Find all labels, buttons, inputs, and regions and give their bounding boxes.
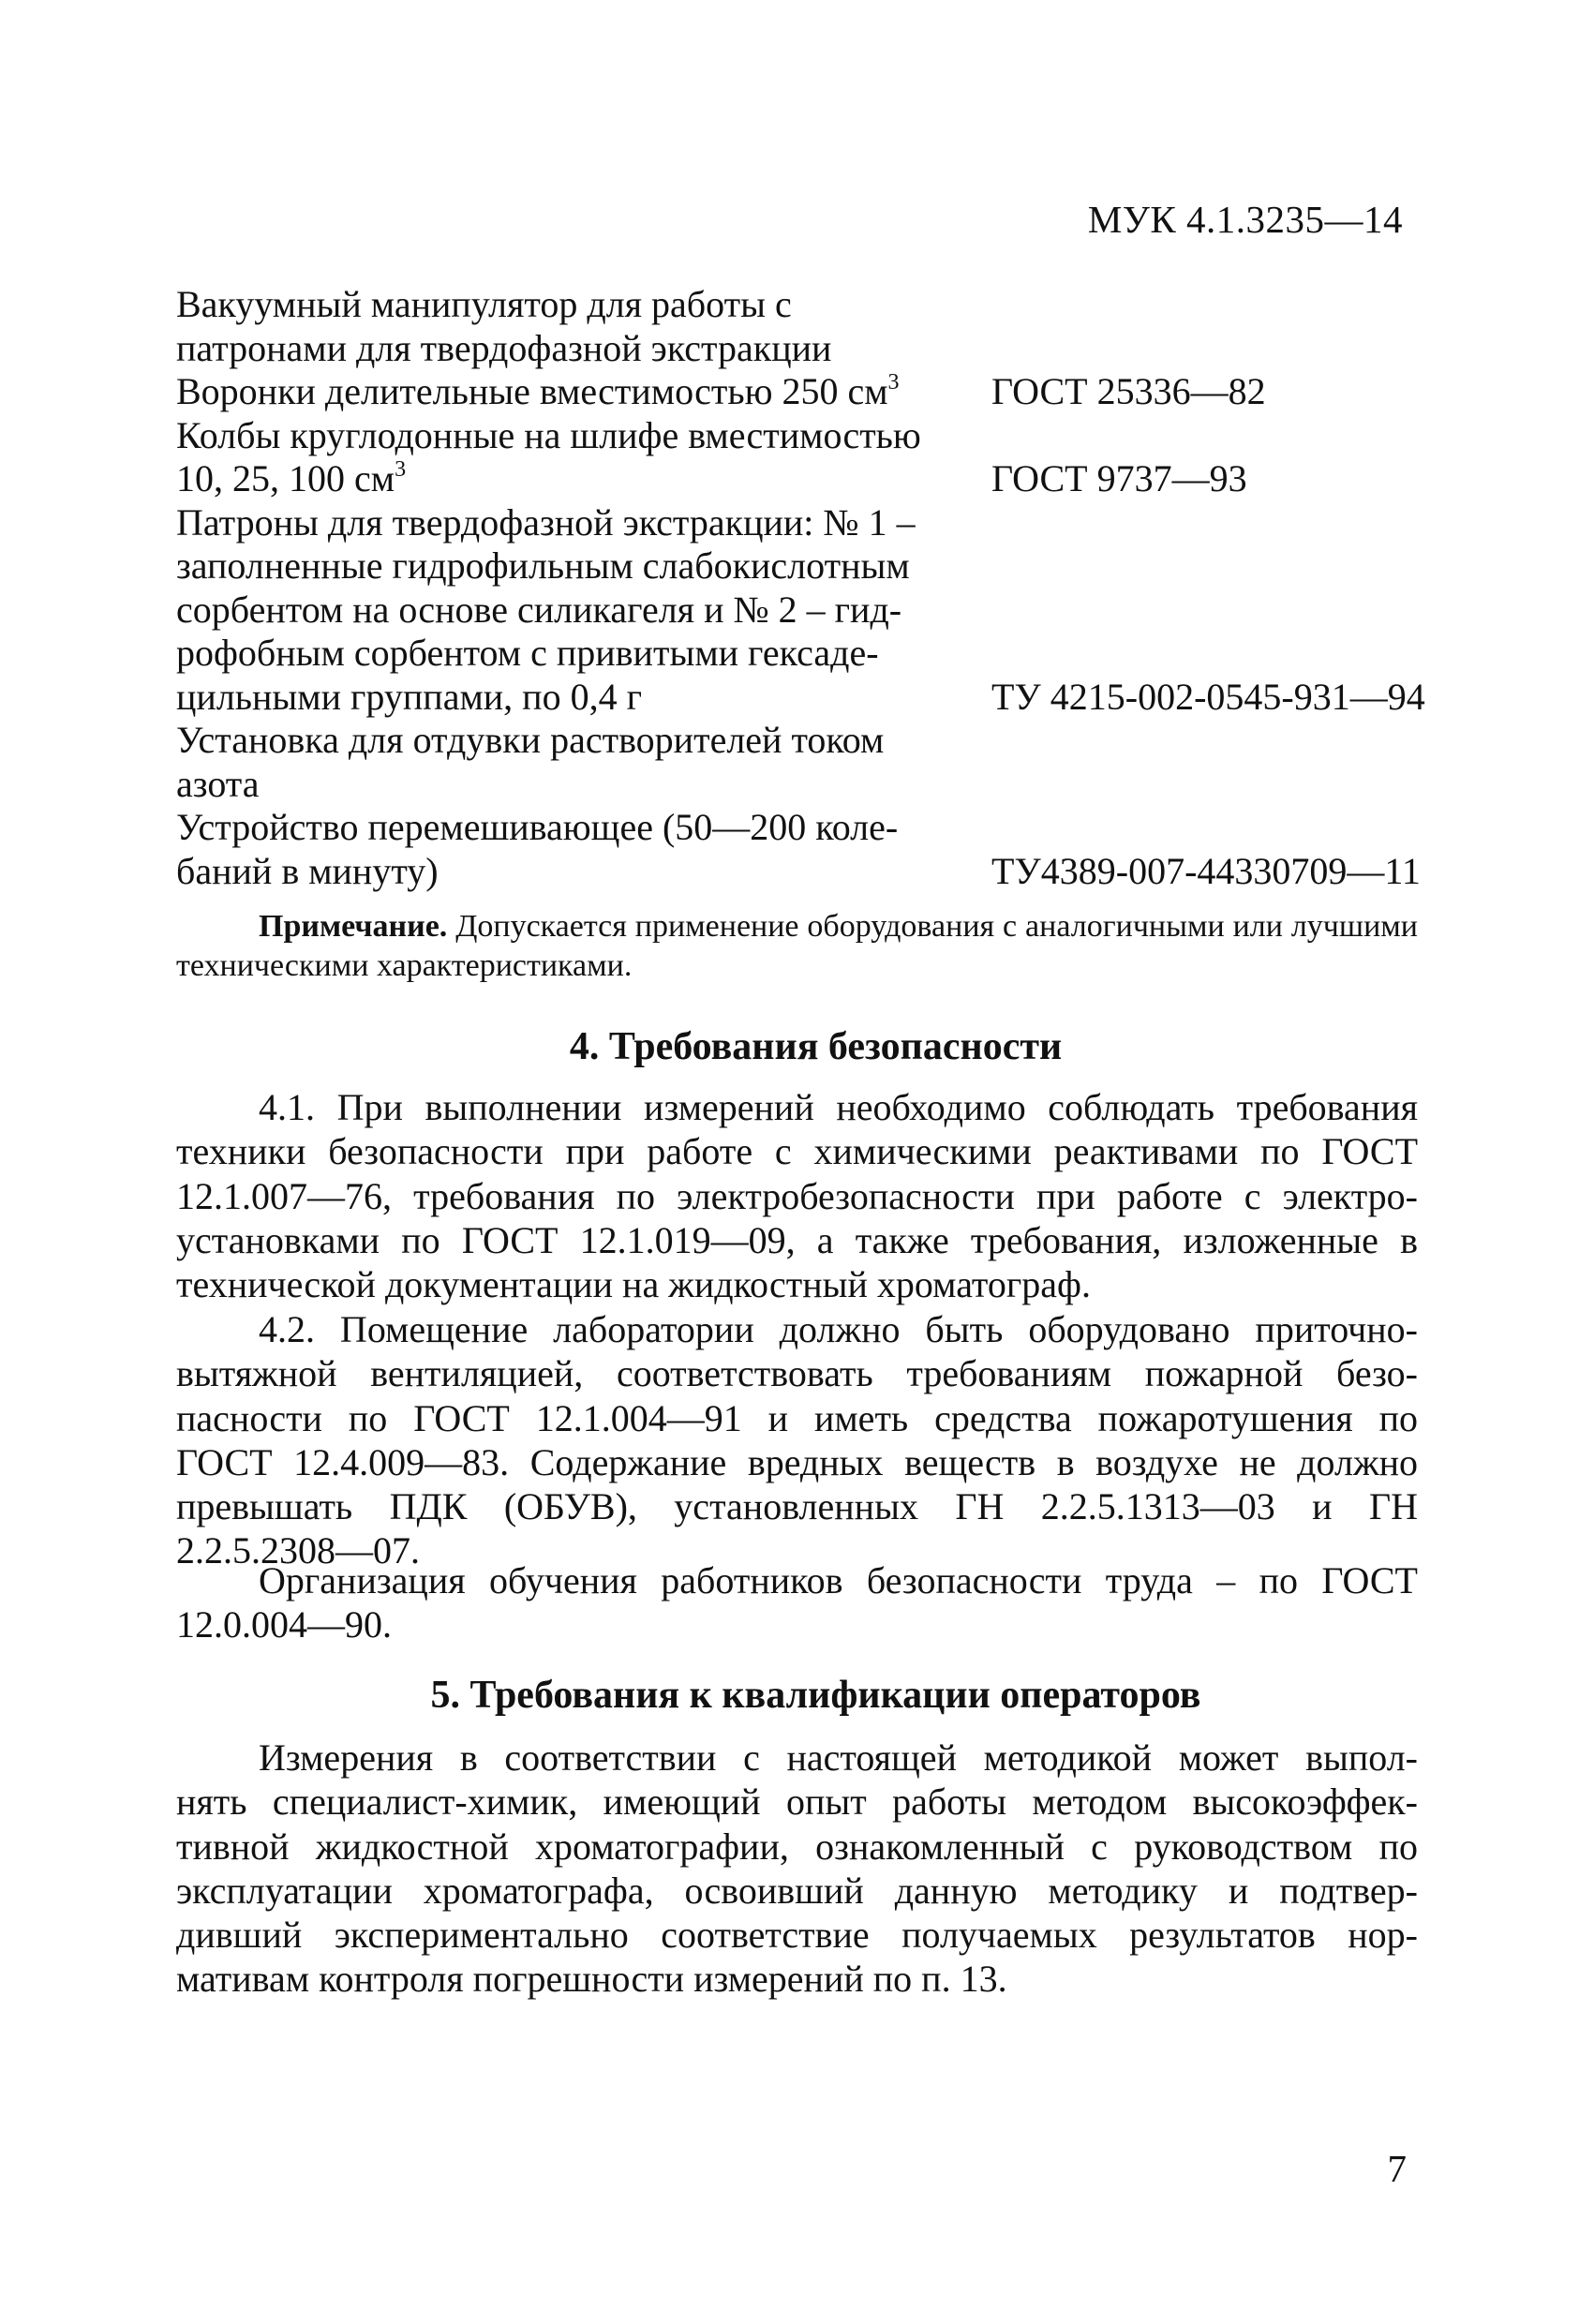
equipment-standard: ТУ 4215-002-0545-931—94 bbox=[991, 675, 1425, 718]
equipment-item bbox=[176, 283, 1451, 370]
equipment-standard: ГОСТ 25336—82 bbox=[991, 370, 1266, 412]
equipment-line: патронами для твердофазной экстракции bbox=[176, 326, 832, 369]
equipment-line: заполненные гидрофильным слабокислотным bbox=[176, 544, 910, 587]
equipment-item bbox=[176, 806, 1451, 893]
equipment-line: баний в минуту) bbox=[176, 849, 439, 892]
document-code: МУК 4.1.3235—14 bbox=[1087, 198, 1403, 241]
section-4-heading: 4. Требования безопасности bbox=[569, 1025, 1063, 1068]
equipment-item bbox=[176, 414, 1451, 501]
equipment-line: Устройство перемешивающее (50—200 коле- bbox=[176, 806, 899, 848]
equipment-item bbox=[176, 370, 1451, 414]
note bbox=[176, 907, 1418, 986]
equipment-line: Воронки делительные вместимостью 250 $см^3$ bbox=[176, 370, 900, 412]
equipment-line: Вакуумный манипулятор для работы с bbox=[176, 283, 792, 325]
equipment-line: Установка для отдувки растворителей током bbox=[176, 719, 885, 761]
paragraph-4-2: 4.2. Помещение лаборатории должно быть оборудовано приточно- вытяжной вентиляцией, соответствовать требованиям пожарной безо- пасности по ГОСТ 12.1.004—91 и иметь средства пожаротушения по ГОСТ 12.4.009—83. Содержание вредных веществ в воздухе не должно превышать ПДК (ОБУВ), установленных ГН 2.2.5.1313—03 и ГН 2.2.5.2308—07. bbox=[176, 1308, 1418, 1572]
paragraph-training: Организация обучения работников безопасности труда – по ГОСТ 12.0.004—90. bbox=[176, 1559, 1418, 1646]
note-label: Примечание. bbox=[259, 909, 448, 944]
page-number: 7 bbox=[1387, 2147, 1407, 2190]
equipment-line: цильными группами, по 0,4 г bbox=[176, 675, 642, 718]
equipment-item bbox=[176, 719, 1451, 806]
equipment-line: сорбентом на основе силикагеля и № 2 – гид- bbox=[176, 588, 902, 631]
equipment-line: 10, 25, 100 $см^3$ bbox=[176, 457, 407, 499]
equipment-line: азота bbox=[176, 762, 260, 805]
paragraph-5: Измерения в соответствии с настоящей методикой может выпол- нять специалист-химик, имеющий опыт работы методом высокоэффек- тивной жидкостной хроматографии, ознакомленный с руководством по эксплуатации хроматографа, освоивший данную методику и подтвер- дивший экспериментально соответствие получаемых результатов нор- мативам контроля погрешности измерений по п. 13. bbox=[176, 1736, 1418, 2001]
equipment-line: рофобным сорбентом с привитыми гексаде- bbox=[176, 632, 879, 674]
equipment-item bbox=[176, 501, 1451, 720]
paragraph-4-1: 4.1. При выполнении измерений необходимо соблюдать требования техники безопасности при работе с химическими реактивами по ГОСТ 12.1.007—76, требования по электробезопасности при работе с электро- установками по ГОСТ 12.1.019—09, а также требования, изложенные в технической документации на жидкостный хроматограф. bbox=[176, 1086, 1418, 1306]
equipment-line: Колбы круглодонные на шлифе вместимостью bbox=[176, 413, 921, 456]
equipment-standard: ГОСТ 9737—93 bbox=[991, 457, 1247, 499]
equipment-list bbox=[176, 283, 1451, 893]
section-5-heading: 5. Требования к квалификации операторов bbox=[430, 1674, 1201, 1717]
equipment-standard: ТУ4389-007-44330709—11 bbox=[991, 849, 1421, 892]
equipment-line: Патроны для твердофазной экстракции: № 1 – bbox=[176, 500, 916, 544]
note-text: Допускается применение оборудования с аналогичными или лучшими техническими характеристиками. bbox=[176, 909, 1418, 983]
